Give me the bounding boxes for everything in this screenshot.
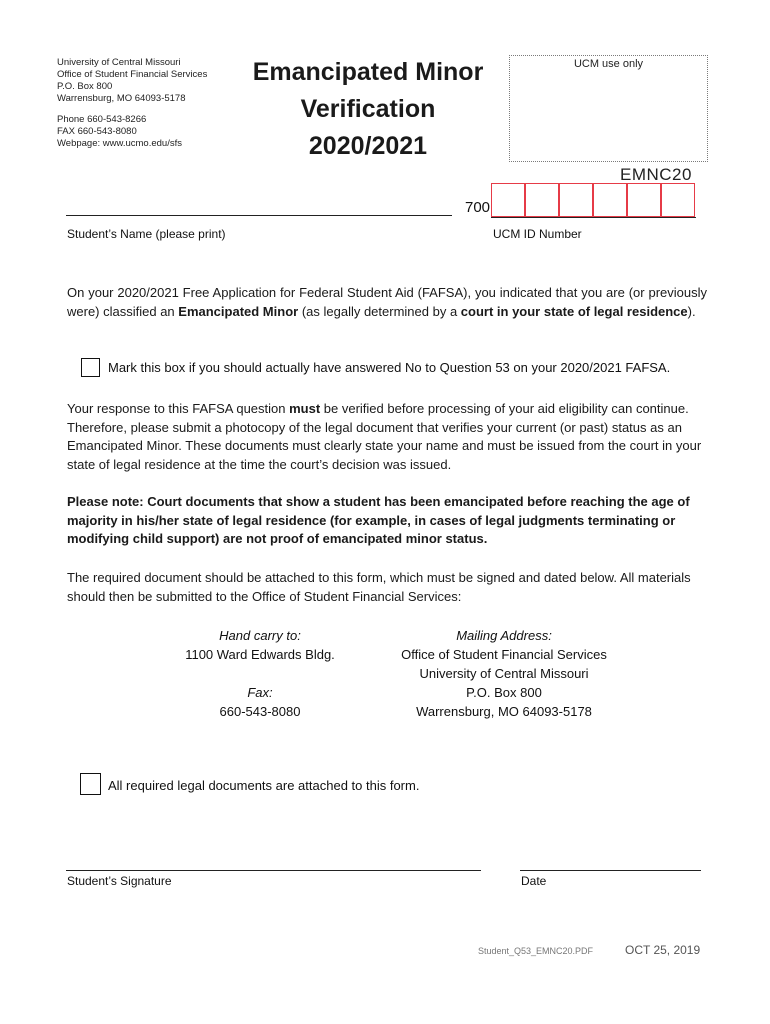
ucm-id-prefix: 700 [465, 199, 491, 216]
verification-text: Your response to this FAFSA question [67, 401, 290, 416]
student-name-field[interactable] [66, 215, 452, 216]
intro-text: (as legally determined by a [298, 303, 461, 319]
verification-bold-must: must [289, 401, 321, 416]
intro-bold-status: Emancipated Minor [178, 303, 299, 319]
hand-carry-fax-column [160, 626, 360, 721]
mailing-address-line: Office of Student Financial Services [401, 647, 607, 662]
ucm-id-underline [491, 217, 696, 218]
title-line: 2020/2021 [308, 132, 428, 160]
ucm-id-digit-box[interactable] [559, 183, 593, 217]
submission-paragraph: The required document should be attached to this form, which must be signed and dated below. All materials should then be submitted to the Office of Student Financial Services: [67, 570, 691, 604]
intro-text: On your 2020/2021 Free Application for Federal Student Aid (FAFSA), you indicated that you are (or previously were) classified an [67, 285, 707, 319]
answered-no-checkbox-label: Mark this box if you should actually have answered No to Question 53 on your 2020/2021 FAFSA. [108, 360, 671, 375]
title-line: Emancipated Minor [252, 58, 484, 86]
address-line: Office of Student Financial Services [57, 69, 208, 80]
answered-no-checkbox[interactable] [81, 358, 100, 377]
office-address-block [57, 57, 207, 150]
phone-line: Phone 660-543-8266 [57, 114, 147, 125]
date-field[interactable] [520, 870, 701, 871]
fax-label: Fax: [247, 685, 273, 700]
fax-value: 660-543-8080 [219, 704, 301, 719]
mailing-address-line: P.O. Box 800 [466, 685, 542, 700]
hand-carry-value: 1100 Ward Edwards Bldg. [185, 647, 335, 662]
fafsa-intro-paragraph [67, 284, 707, 321]
mailing-address-line: Warrensburg, MO 64093-5178 [416, 704, 592, 719]
documents-attached-checkbox-label: All required legal documents are attached to this form. [108, 778, 420, 793]
date-label: Date [521, 874, 547, 888]
ucm-id-digit-box[interactable] [525, 183, 559, 217]
student-signature-label: Student’s Signature [67, 874, 172, 888]
please-note-paragraph: Please note: Court documents that show a student has been emancipated before reaching the age of majority in his/her state of legal residence (for example, in cases of legal judgments terminating or modifying child support) are not proof of emancipated minor status. [67, 494, 690, 546]
ucm-id-label: UCM ID Number [493, 227, 582, 241]
footer-revision-date: OCT 25, 2019 [625, 943, 701, 957]
ucm-id-digit-box[interactable] [661, 183, 695, 217]
verification-text: be verified before processing of your aid eligibility can continue. Therefore, please submit a photocopy of the legal document that verifies your current (or past) status as an Emancipated Minor. These documents must clearly state your name and must be issued from the court in your state of legal residence at the time the court’s decision was issued. [67, 401, 702, 472]
address-line: P.O. Box 800 [57, 81, 113, 92]
form-title [228, 54, 508, 165]
form-code: EMNC20 [620, 165, 692, 184]
student-signature-field[interactable] [66, 870, 481, 871]
mailing-address-line: University of Central Missouri [419, 666, 589, 681]
webpage-line: Webpage: www.ucmo.edu/sfs [57, 138, 182, 149]
ucm-id-digit-box[interactable] [627, 183, 661, 217]
verification-paragraph [67, 400, 707, 474]
ucm-use-only-label: UCM use only [573, 58, 644, 70]
mailing-address-label: Mailing Address: [456, 628, 552, 643]
ucm-use-only-box [509, 55, 708, 162]
footer-file-name: Student_Q53_EMNC20.PDF [478, 946, 594, 956]
hand-carry-label: Hand carry to: [219, 628, 301, 643]
address-line: Warrensburg, MO 64093-5178 [57, 93, 186, 104]
student-name-label: Student’s Name (please print) [67, 227, 226, 241]
address-line: University of Central Missouri [57, 57, 181, 68]
ucm-id-digit-box[interactable] [491, 183, 525, 217]
fax-line: FAX 660-543-8080 [57, 126, 137, 137]
intro-text: ). [687, 303, 696, 319]
intro-bold-court: court in your state of legal residence [460, 303, 688, 319]
mailing-address-column [380, 626, 628, 721]
documents-attached-checkbox[interactable] [80, 773, 101, 795]
title-line: Verification [300, 95, 436, 123]
ucm-id-digit-box[interactable] [593, 183, 627, 217]
